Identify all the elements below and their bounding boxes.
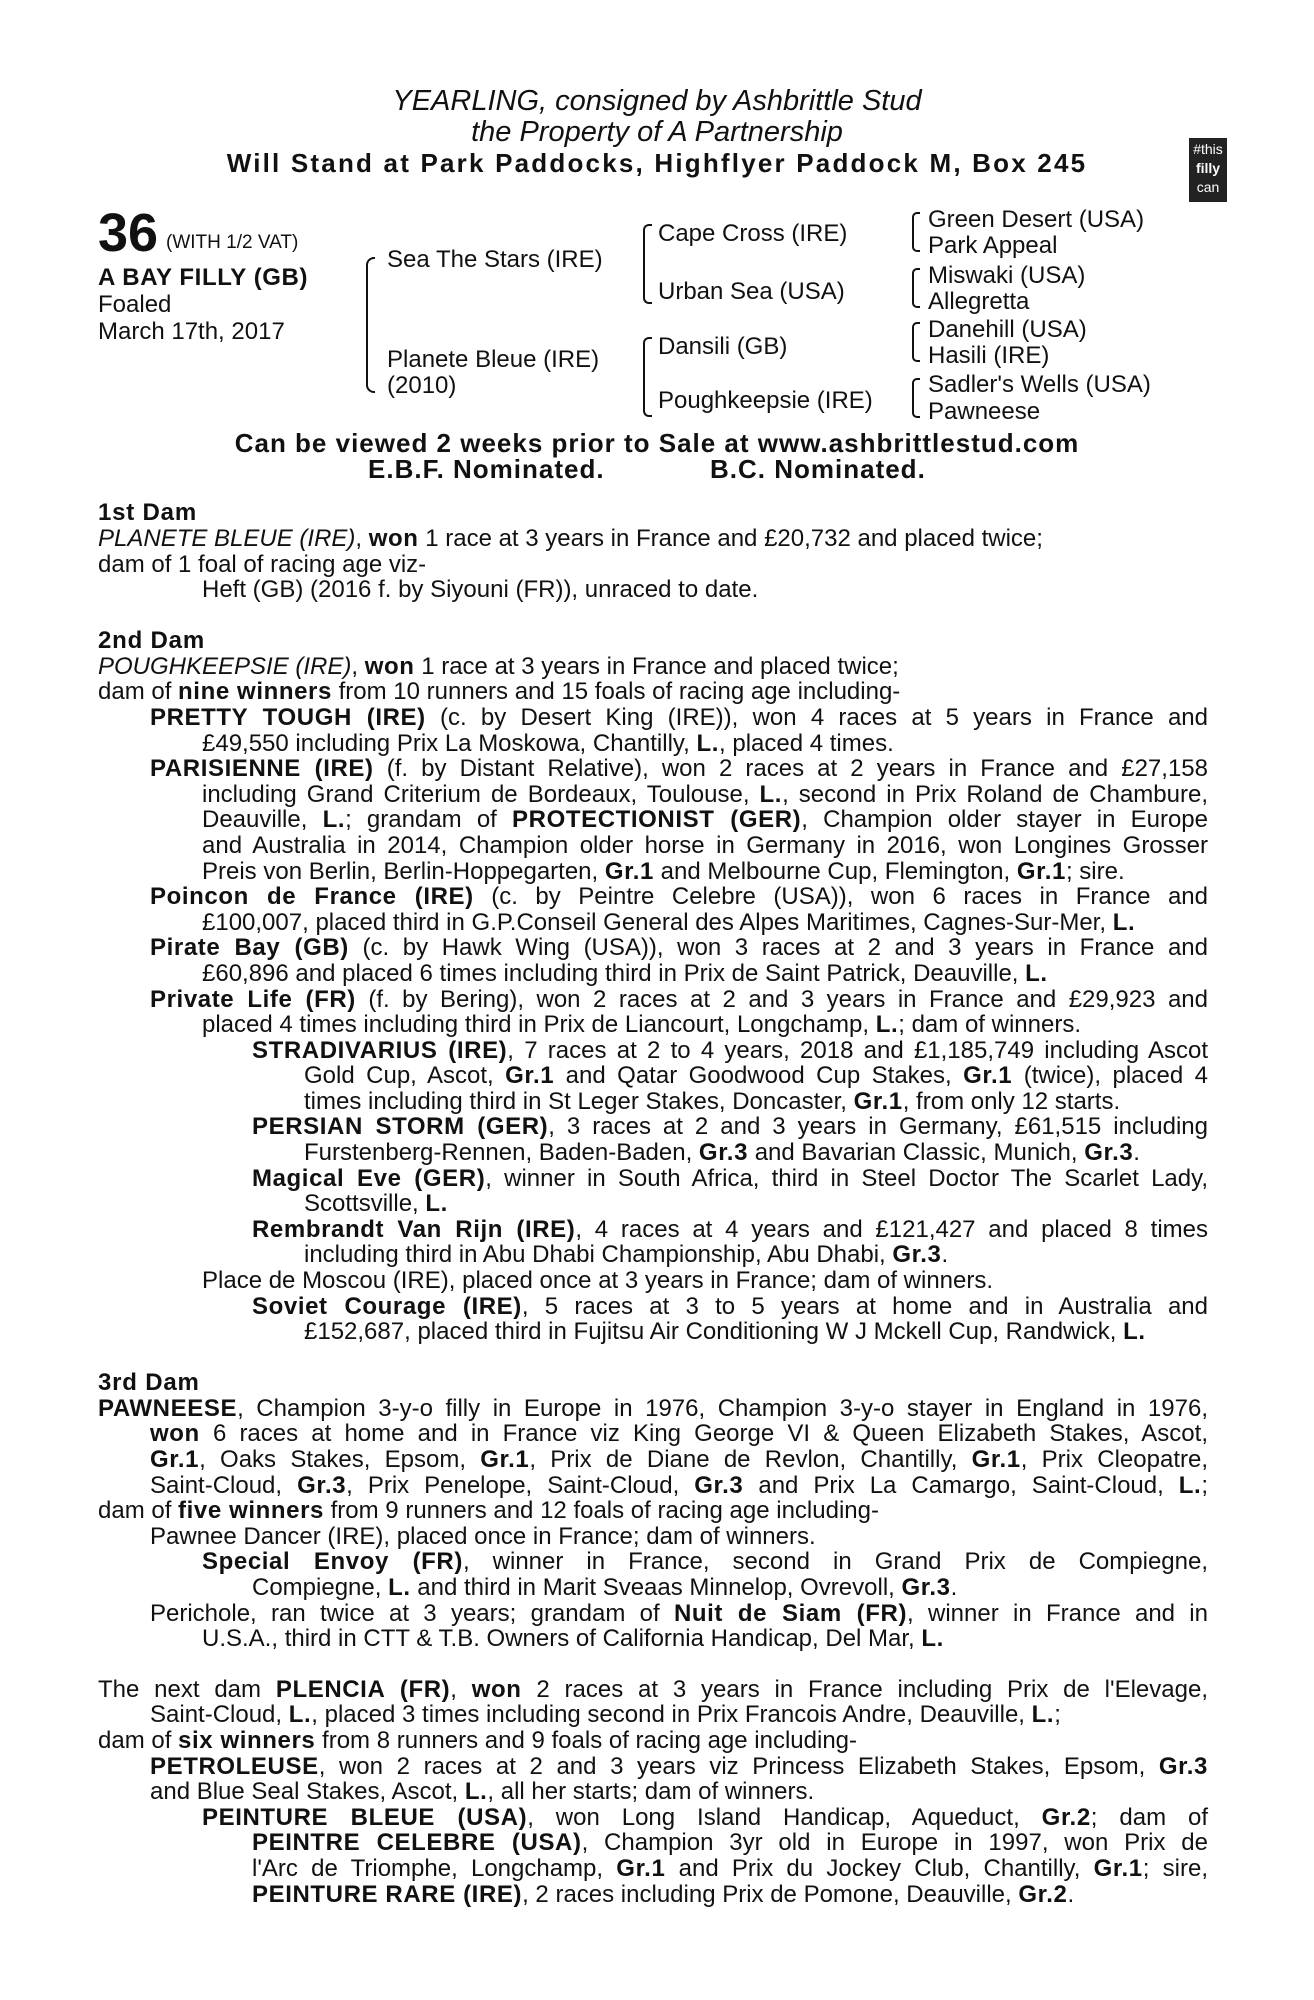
viewing-notice: Can be viewed 2 weeks prior to Sale at www.ashbrittlestud.com	[234, 428, 1080, 458]
sd-line-15: Gold Cup, Ascot, Gr.1 and Qatar Goodwood Cup Stakes, Gr.1 (twice), placed 4	[304, 1062, 1208, 1090]
nd-line-04: PETROLEUSE, won 2 races at 2 and 3 years viz Princess Elizabeth Stakes, Epsom, Gr.3	[150, 1752, 1208, 1780]
pedigree-dam-dam: Poughkeepsie (IRE)	[658, 387, 873, 414]
pedigree-brace-g3-2	[912, 268, 920, 308]
pedigree-g3-2: Park Appeal	[928, 232, 1058, 259]
pedigree-dam-sire: Dansili (GB)	[658, 333, 788, 360]
pedigree-brace-g3-4	[912, 378, 920, 418]
td-line-10: U.S.A., third in CTT & T.B. Owners of California Handicap, Del Mar, L.	[202, 1625, 944, 1653]
lot-vat: (WITH 1/2 VAT)	[166, 232, 299, 253]
td-line-06: Pawnee Dancer (IRE), placed once in France; dam of winners.	[150, 1522, 816, 1550]
nd-line-03: dam of six winners from 8 runners and 9 foals of racing age including-	[98, 1726, 858, 1754]
pedigree-g3-1: Green Desert (USA)	[928, 206, 1145, 233]
bc-nominated: B.C. Nominated.	[710, 454, 926, 484]
sd-line-19: Magical Eve (GER), winner in South Africa, third in Steel Doctor The Scarlet Lady,	[252, 1164, 1209, 1192]
nd-line-05: and Blue Seal Stakes, Ascot, L., all her starts; dam of winners.	[150, 1778, 815, 1806]
pedigree-sire: Sea The Stars (IRE)	[387, 246, 603, 273]
pedigree-brace-g3-3	[912, 322, 920, 362]
pedigree-brace-sire	[643, 224, 652, 304]
third-dam-title: 3rd Dam	[98, 1368, 200, 1396]
sd-line-09: £100,007, placed third in G.P.Conseil General des Alpes Maritimes, Cagnes-Sur-Mer, L.	[202, 908, 1136, 936]
sd-line-05: Deauville, L.; grandam of PROTECTIONIST (GER), Champion older stayer in Europe	[202, 806, 1208, 834]
td-line-04: Saint-Cloud, Gr.3, Prix Penelope, Saint-Cloud, Gr.3 and Prix La Camargo, Saint-Cloud, L.;	[150, 1471, 1208, 1499]
sd-line-12: Private Life (FR) (f. by Bering), won 2 races at 2 and 3 years in France and £29,923 and	[150, 985, 1208, 1013]
pedigree-dam-year: (2010)	[387, 372, 457, 399]
pedigree-brace-g3-1	[912, 212, 920, 252]
pedigree-g3-5: Danehill (USA)	[928, 316, 1087, 343]
nd-line-02: Saint-Cloud, L., placed 3 times including second in Prix Francois Andre, Deauville, L.;	[150, 1701, 1061, 1729]
lot-name: A BAY FILLY (GB)	[98, 264, 309, 291]
pedigree-g3-4: Allegretta	[928, 288, 1030, 315]
sd-line-11: £60,896 and placed 6 times including third in Prix de Saint Patrick, Deauville, L.	[202, 959, 1048, 987]
second-dam-title: 2nd Dam	[98, 626, 205, 654]
first-dam-produce-intro: dam of 1 foal of racing age viz-	[98, 550, 427, 578]
nd-line-06: PEINTURE BLEUE (USA), won Long Island Handicap, Aqueduct, Gr.2; dam of	[202, 1803, 1208, 1831]
sd-line-14: STRADIVARIUS (IRE), 7 races at 2 to 4 years, 2018 and £1,185,749 including Ascot	[252, 1036, 1208, 1064]
td-line-03: Gr.1, Oaks Stakes, Epsom, Gr.1, Prix de Diane de Revlon, Chantilly, Gr.1, Prix Cleopatre,	[150, 1446, 1208, 1473]
sd-line-24: Soviet Courage (IRE), 5 races at 3 to 5 years at home and in Australia and	[252, 1292, 1209, 1320]
ebf-nominated: E.B.F. Nominated.	[368, 454, 605, 484]
second-dam-summary: dam of nine winners from 10 runners and 15 foals of racing age including-	[98, 678, 901, 706]
sd-line-17: PERSIAN STORM (GER), 3 races at 2 and 3 years in Germany, £61,515 including	[252, 1113, 1208, 1141]
sd-line-02: £49,550 including Prix La Moskowa, Chantilly, L., placed 4 times.	[202, 729, 894, 757]
sd-line-21: Rembrandt Van Rijn (IRE), 4 races at 4 years and £121,427 and placed 8 times	[252, 1215, 1208, 1243]
sd-line-07: Preis von Berlin, Berlin-Hoppegarten, Gr.1 and Melbourne Cup, Flemington, Gr.1; sire.	[202, 857, 1125, 885]
td-line-09: Perichole, ran twice at 3 years; grandam of Nuit de Siam (FR), winner in France and in	[150, 1599, 1208, 1627]
first-dam-produce: Heft (GB) (2016 f. by Siyouni (FR)), unraced to date.	[202, 576, 759, 604]
sd-line-16: times including third in St Leger Stakes, Doncaster, Gr.1, from only 12 starts.	[304, 1087, 1121, 1115]
property-line: the Property of A Partnership	[471, 116, 843, 148]
td-line-07: Special Envoy (FR), winner in France, second in Grand Prix de Compiegne,	[202, 1548, 1208, 1576]
sd-line-08: Poincon de France (IRE) (c. by Peintre Celebre (USA)), won 6 races in France and	[150, 883, 1209, 911]
sd-line-01: PRETTY TOUGH (IRE) (c. by Desert King (IRE)), won 4 races at 5 years in France and	[150, 703, 1208, 731]
sd-line-03: PARISIENNE (IRE) (f. by Distant Relative), won 2 races at 2 years in France and £27,158	[150, 755, 1208, 783]
pedigree-sire-sire: Cape Cross (IRE)	[658, 220, 848, 247]
second-dam-line: POUGHKEEPSIE (IRE), won 1 race at 3 years in France and placed twice;	[98, 652, 899, 680]
hashtag-badge	[1189, 138, 1227, 202]
nd-line-09: PEINTURE RARE (IRE), 2 races including Prix de Pomone, Deauville, Gr.2.	[252, 1880, 1075, 1908]
nd-line-01: The next dam PLENCIA (FR), won 2 races at 3 years in France including Prix de l'Elevage,	[98, 1675, 1208, 1703]
pedigree-brace-main	[366, 257, 375, 393]
sd-line-04: including Grand Criterium de Bordeaux, Toulouse, L., second in Prix Roland de Chambure,	[202, 780, 1208, 808]
pedigree-dam: Planete Bleue (IRE)	[387, 346, 600, 373]
sd-line-23: Place de Moscou (IRE), placed once at 3 years in France; dam of winners.	[202, 1267, 994, 1295]
sd-line-22: including third in Abu Dhabi Championship, Abu Dhabi, Gr.3.	[304, 1241, 949, 1269]
pedigree-g3-3: Miswaki (USA)	[928, 262, 1086, 289]
foaled-label: Foaled	[98, 291, 172, 318]
pedigree-g3-6: Hasili (IRE)	[928, 342, 1050, 369]
td-line-01: PAWNEESE, Champion 3-y-o filly in Europe in 1976, Champion 3-y-o stayer in England in 1976,	[98, 1394, 1208, 1422]
lot-number: 36	[98, 203, 159, 263]
pedigree-notes	[98, 500, 1208, 1907]
td-line-02: won 6 races at home and in France viz King George VI & Queen Elizabeth Stakes, Ascot,	[150, 1420, 1208, 1448]
badge-line-1: #this	[1193, 141, 1223, 157]
sd-line-18: Furstenberg-Rennen, Baden-Baden, Gr.3 and Bavarian Classic, Munich, Gr.3.	[304, 1139, 1140, 1167]
nd-line-08: l'Arc de Triomphe, Longchamp, Gr.1 and Prix du Jockey Club, Chantilly, Gr.1; sire,	[252, 1854, 1208, 1882]
first-dam-title: 1st Dam	[98, 499, 197, 526]
sd-line-13: placed 4 times including third in Prix de Liancourt, Longchamp, L.; dam of winners.	[202, 1011, 1081, 1039]
td-line-08: Compiegne, L. and third in Marit Sveaas Minnelop, Ovrevoll, Gr.3.	[252, 1573, 958, 1601]
foaled-date: March 17th, 2017	[98, 318, 285, 345]
nd-line-07: PEINTRE CELEBRE (USA), Champion 3yr old in Europe in 1997, won Prix de	[252, 1829, 1208, 1857]
badge-line-3: can	[1196, 179, 1220, 195]
sd-line-06: and Australia in 2014, Champion older horse in Germany in 2016, won Longines Grosser	[202, 831, 1208, 859]
pedigree-sire-dam: Urban Sea (USA)	[658, 278, 845, 305]
pedigree-g3-8: Pawneese	[928, 398, 1041, 425]
pedigree-brace-dam	[643, 337, 652, 417]
consignor-line: YEARLING, consigned by Ashbrittle Stud	[392, 85, 922, 117]
sd-line-10: Pirate Bay (GB) (c. by Hawk Wing (USA)), won 3 races at 2 and 3 years in France and	[150, 934, 1208, 962]
stand-location: Will Stand at Park Paddocks, Highflyer Paddock M, Box 245	[226, 148, 1088, 178]
td-line-05: dam of five winners from 9 runners and 12 foals of racing age including-	[98, 1497, 879, 1525]
pedigree-g3-7: Sadler's Wells (USA)	[928, 371, 1151, 398]
first-dam-line: PLANETE BLEUE (IRE), won 1 race at 3 years in France and £20,732 and placed twice;	[98, 525, 1043, 552]
sd-line-20: Scottsville, L.	[304, 1190, 448, 1218]
sd-line-25: £152,687, placed third in Fujitsu Air Conditioning W J Mckell Cup, Randwick, L.	[304, 1318, 1146, 1346]
badge-line-2: filly	[1195, 160, 1221, 176]
